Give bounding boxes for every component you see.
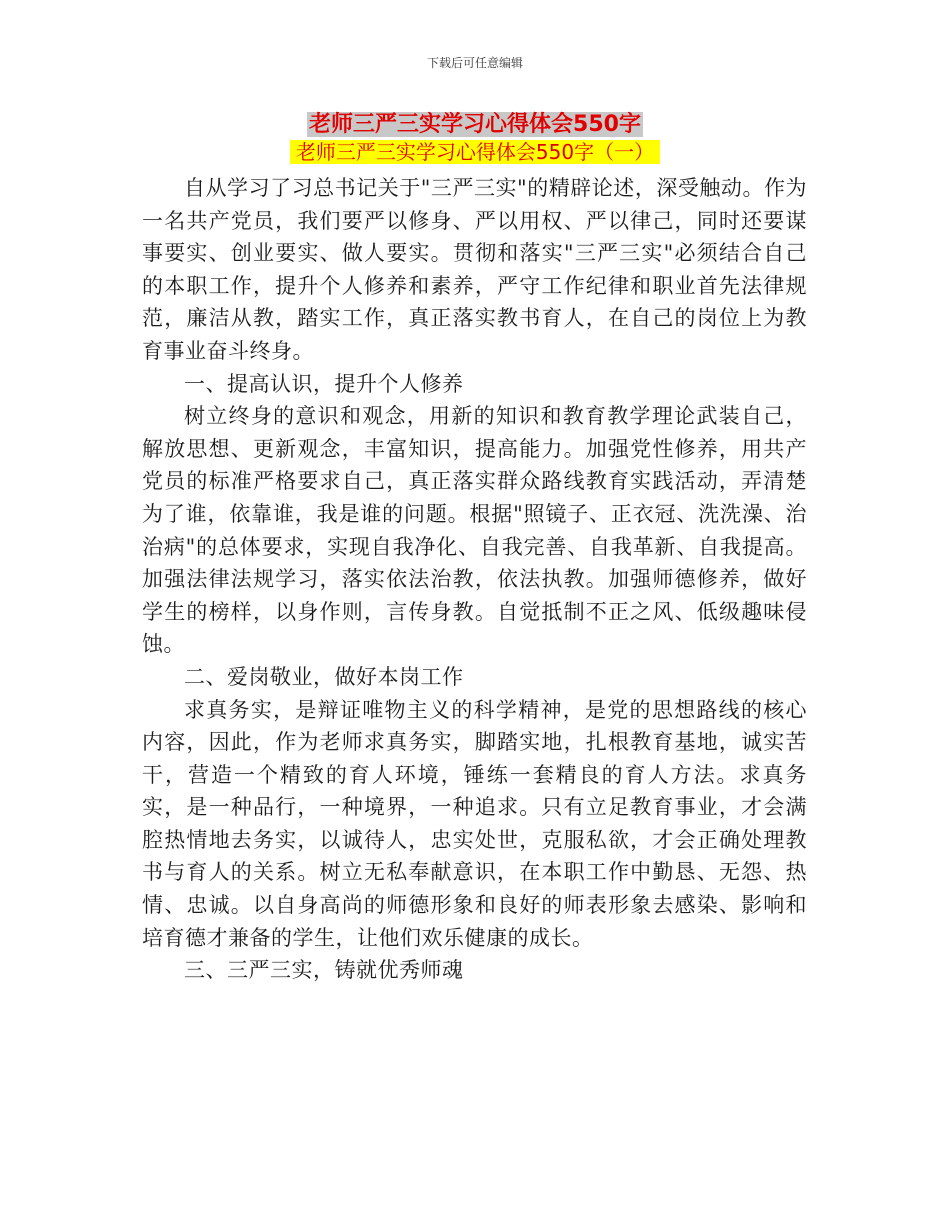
header-note: 下载后可任意编辑 xyxy=(426,56,523,70)
section-heading-1: 一、提高认识，提升个人修养 xyxy=(184,371,464,396)
document-title xyxy=(0,111,950,139)
document-subtitle xyxy=(0,139,950,165)
document-title-text: 老师三严三实学习心得体会550字 xyxy=(309,112,641,137)
section-heading-3: 三、三严三实，铸就优秀师魂 xyxy=(184,958,464,983)
paragraph-section-1: 树立终身的意识和观念，用新的知识和教育教学理论武装自己，解放思想、更新观念，丰富知识，提高能力。加强党性修养，用共产党员的标准严格要求自己，真正落实群众路线教育实践活动，弄清楚为了谁，依靠谁，我是谁的问题。根据"照镜子、正衣冠、洗洗澡、治治病"的总体要求，实现自我净化、自我完善、自我革新、自我提高。加强法律法规学习，落实依法治教，依法执教。加强师德修养，做好学生的榜样，以身作则，言传身教。自觉抵制不正之风、低级趣味侵蚀。 xyxy=(142,404,807,657)
document-subtitle-text: 老师三严三实学习心得体会550字（一） xyxy=(290,140,660,164)
paragraph-intro: 自从学习了习总书记关于"三严三实"的精辟论述，深受触动。作为一名共产党员，我们要严以修身、严以用权、严以律己，同时还要谋事要实、创业要实、做人要实。贯彻和落实"三严三实"必须结合自己的本职工作，提升个人修养和素养，严守工作纪律和职业首先法律规范，廉洁从教，踏实工作，真正落实教书育人，在自己的岗位上为教育事业奋斗终身。 xyxy=(142,176,807,363)
document-body xyxy=(142,172,807,987)
paragraph-section-2: 求真务实，是辩证唯物主义的科学精神，是党的思想路线的核心内容，因此，作为老师求真务实，脚踏实地，扎根教育基地，诚实苦干，营造一个精致的育人环境，锤练一套精良的育人方法。求真务实，是一种品行，一种境界，一种追求。只有立足教育事业，才会满腔热情地去务实，以诚待人，忠实处世，克服私欲，才会正确处理教书与育人的关系。树立无私奉献意识，在本职工作中勤恳、无怨、热情、忠诚。以自身高尚的师德形象和良好的师表形象去感染、影响和培育德才兼备的学生，让他们欢乐健康的成长。 xyxy=(142,697,807,950)
section-heading-2: 二、爱岗敬业，做好本岗工作 xyxy=(184,664,464,689)
